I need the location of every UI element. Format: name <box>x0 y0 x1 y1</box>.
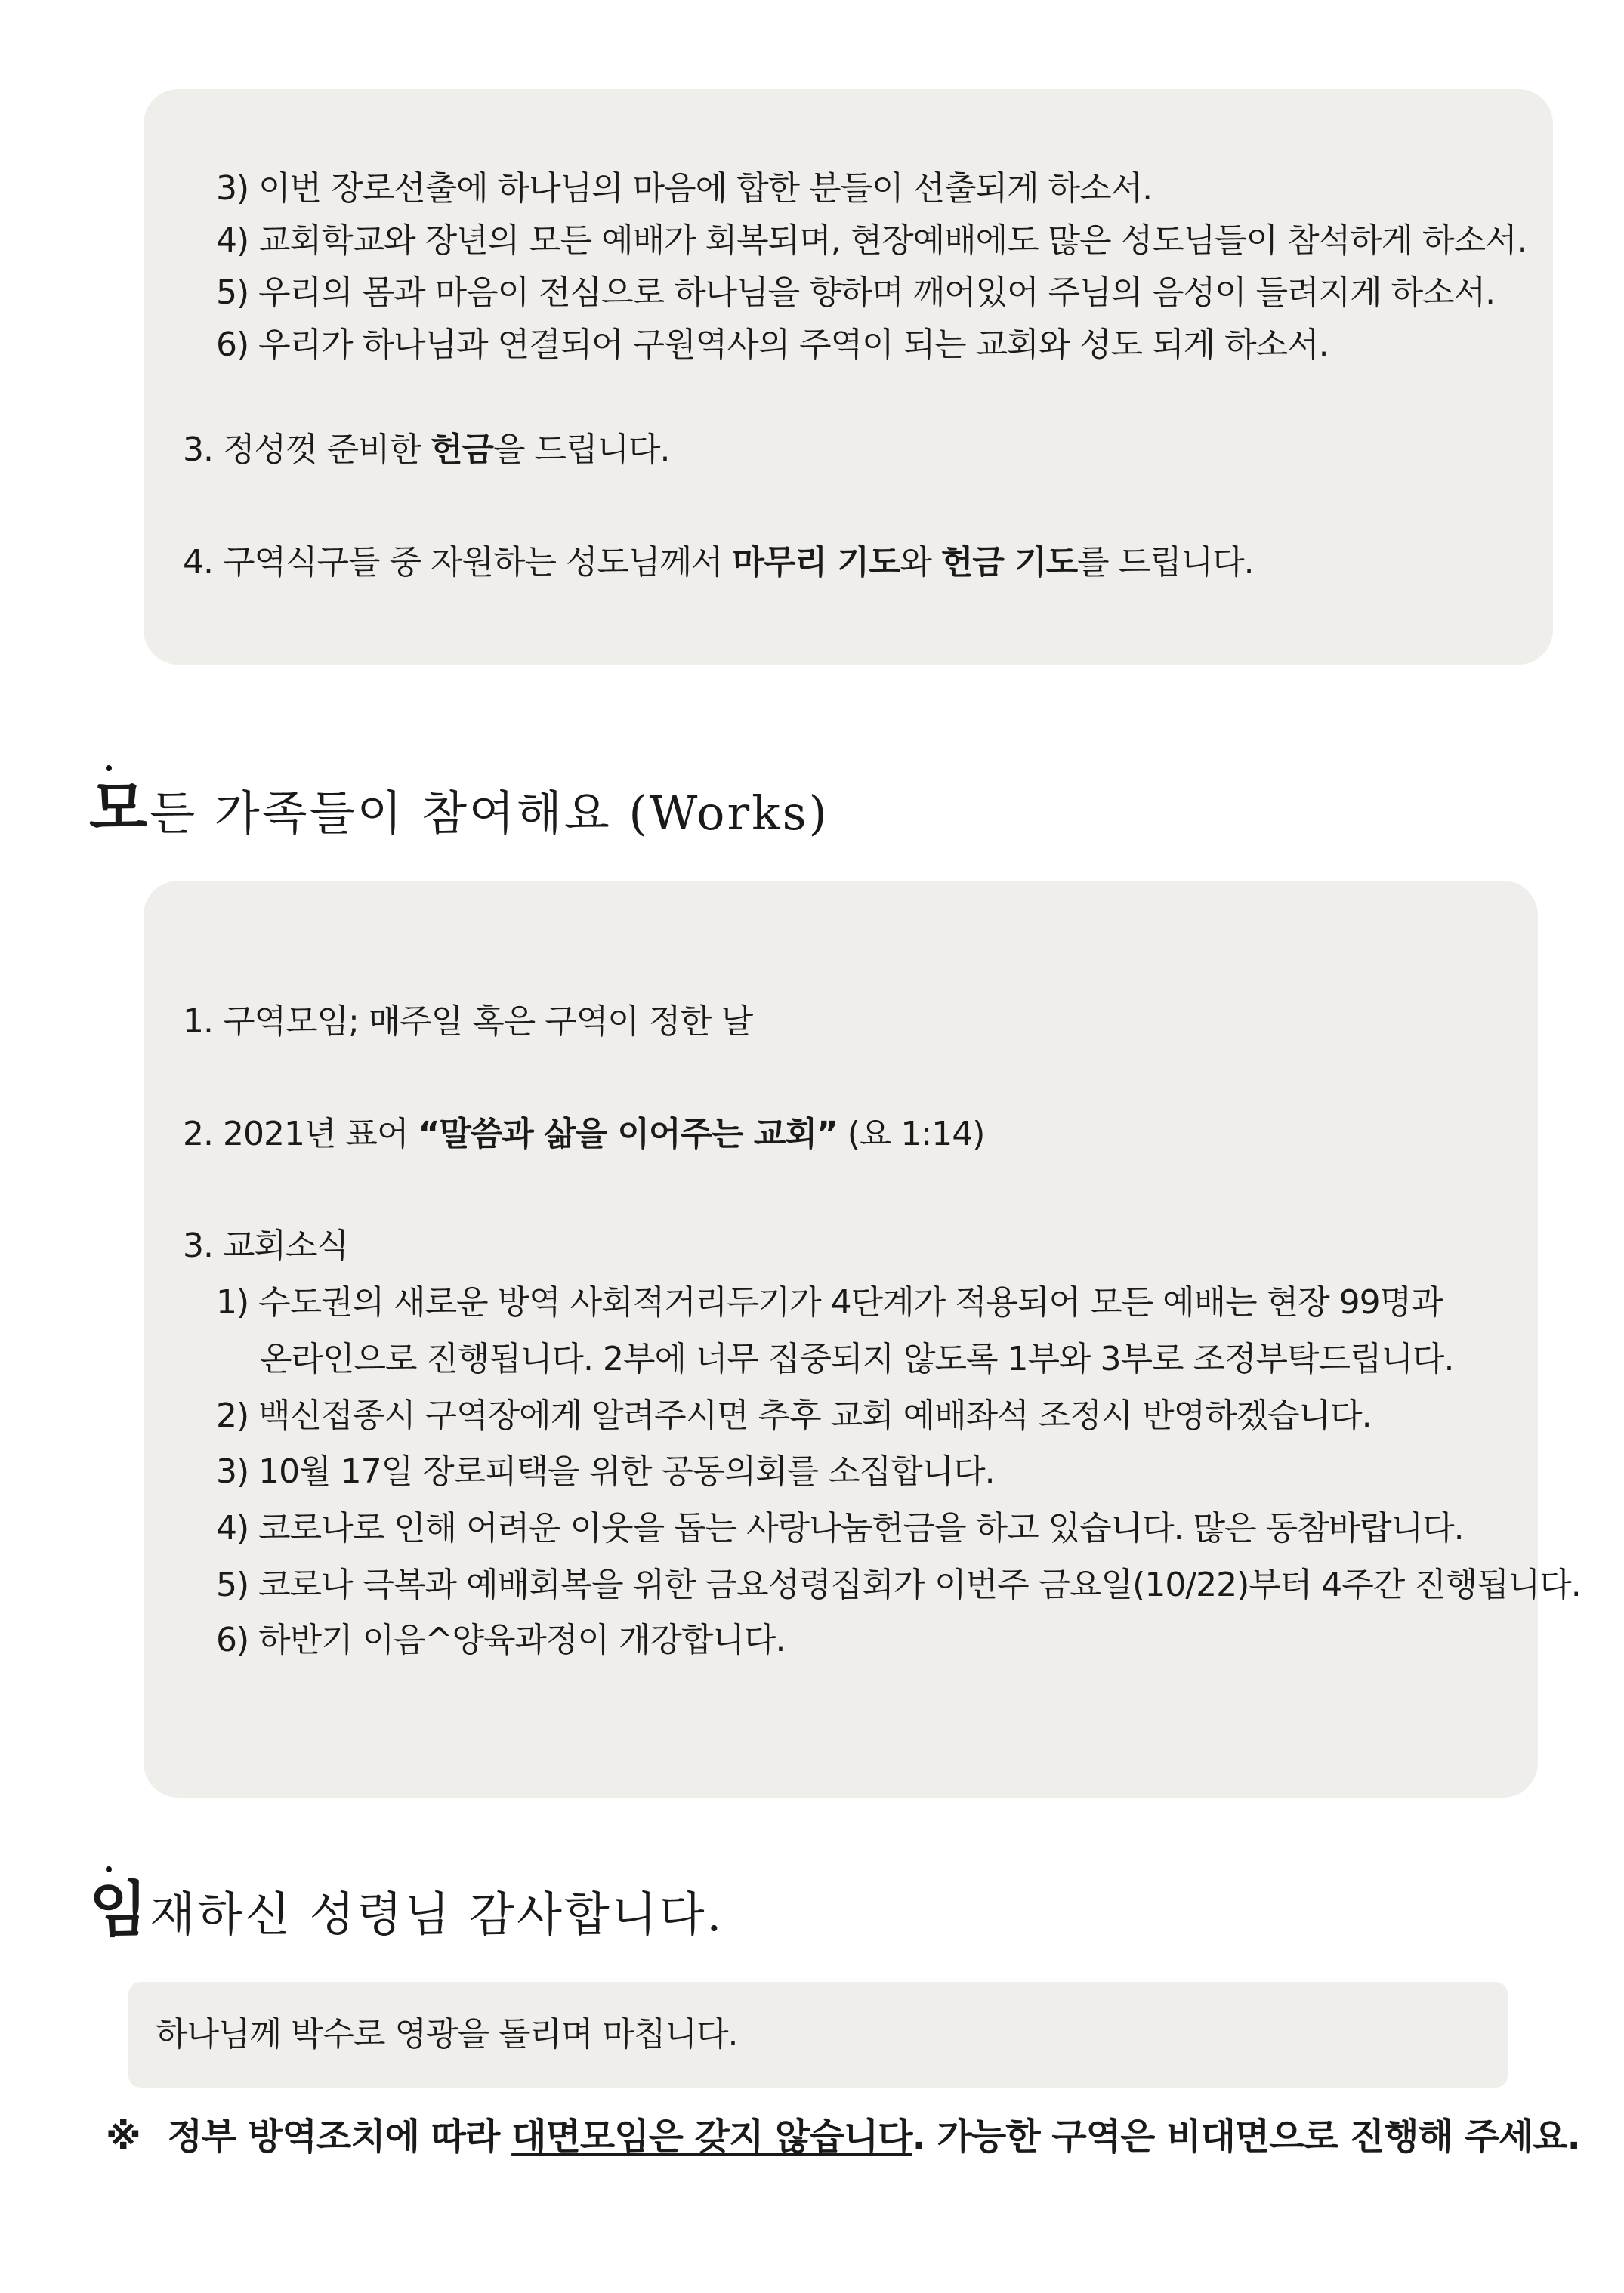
news-item-6: 6) 하반기 이음^양육과정이 개강합니다. <box>216 1621 786 1659</box>
motto-reference: (요 1:14) <box>837 1115 985 1153</box>
works-heading-initial: 모 <box>89 773 150 844</box>
works-heading-text: 든 가족들이 참여해요 (Works) <box>150 785 829 841</box>
prayer-item-3: 3) 이번 장로선출에 하나님의 마음에 합한 분들이 선출되게 하소서. <box>216 169 1153 208</box>
prayer-item-6: 6) 우리가 하나님과 연결되어 구원역사의 주역이 되는 교회와 성도 되게 하소서. <box>216 326 1329 364</box>
notice <box>106 2110 1580 2163</box>
motto-text: “말씀과 삶을 이어주는 교회” <box>418 1115 838 1153</box>
news-item-2: 2) 백신접종시 구역장에게 알려주시면 추후 교회 예배좌석 조정시 반영하겠습니다. <box>216 1396 1372 1435</box>
offering-text: 3. 정성껏 준비한 <box>183 431 431 469</box>
closing-prayer-end: 를 드립니다. <box>1077 543 1254 582</box>
closing-heading-initial: 임 <box>89 1874 150 1945</box>
reference-mark: ※ <box>106 2116 140 2158</box>
works-heading <box>89 773 829 844</box>
closing-heading-text: 재하신 성령님 감사합니다. <box>150 1887 724 1942</box>
closing-prayer-emphasis: 마무리 기도 <box>732 543 900 582</box>
closing-prayer-line <box>183 542 1254 584</box>
motto-label: 2. 2021년 표어 <box>183 1115 418 1153</box>
closing-prayer-text: 4. 구역식구들 중 자원하는 성도님께서 <box>183 543 733 582</box>
offering-prayer-emphasis: 헌금 기도 <box>940 543 1078 582</box>
offering-text-end: 을 드립니다. <box>492 431 670 469</box>
closing-heading <box>89 1874 724 1945</box>
notice-text: 정부 방역조치에 따라 <box>167 2116 512 2158</box>
prayer-item-5: 5) 우리의 몸과 마음이 전심으로 하나님을 향하며 깨어있어 주님의 음성이 들려지게 하소서. <box>216 273 1496 312</box>
news-item-1-cont: 온라인으로 진행됩니다. 2부에 너무 집중되지 않도록 1부와 3부로 조정부탁드립니다. <box>260 1340 1454 1378</box>
offering-line <box>183 429 669 471</box>
notice-text-end: . 가능한 구역은 비대면으로 진행해 주세요. <box>912 2116 1580 2158</box>
notice-underlined: 대면모임은 갖지 않습니다 <box>511 2116 912 2158</box>
closing-text: 하나님께 박수로 영광을 돌리며 마칩니다. <box>156 2015 738 2054</box>
news-item-3: 3) 10월 17일 장로피택을 위한 공동의회를 소집합니다. <box>216 1452 995 1491</box>
prayer-item-4: 4) 교회학교와 장년의 모든 예배가 회복되며, 현장예배에도 많은 성도님들이 참석하게 하소서. <box>216 221 1527 260</box>
meeting-info: 1. 구역모임; 매주일 혹은 구역이 정한 날 <box>183 1002 753 1041</box>
closing-prayer-mid: 와 <box>900 543 941 582</box>
news-title: 3. 교회소식 <box>183 1227 348 1265</box>
motto-line <box>183 1113 984 1156</box>
offering-emphasis: 헌금 <box>430 431 493 469</box>
news-item-1: 1) 수도권의 새로운 방역 사회적거리두기가 4단계가 적용되어 모든 예배는 현장 99명과 <box>216 1283 1443 1322</box>
news-item-5: 5) 코로나 극복과 예배회복을 위한 금요성령집회가 이번주 금요일(10/22)부터 4주간 진행됩니다. <box>216 1566 1581 1604</box>
news-item-4: 4) 코로나로 인해 어려운 이웃을 돕는 사랑나눔헌금을 하고 있습니다. 많은 동참바랍니다. <box>216 1509 1464 1548</box>
